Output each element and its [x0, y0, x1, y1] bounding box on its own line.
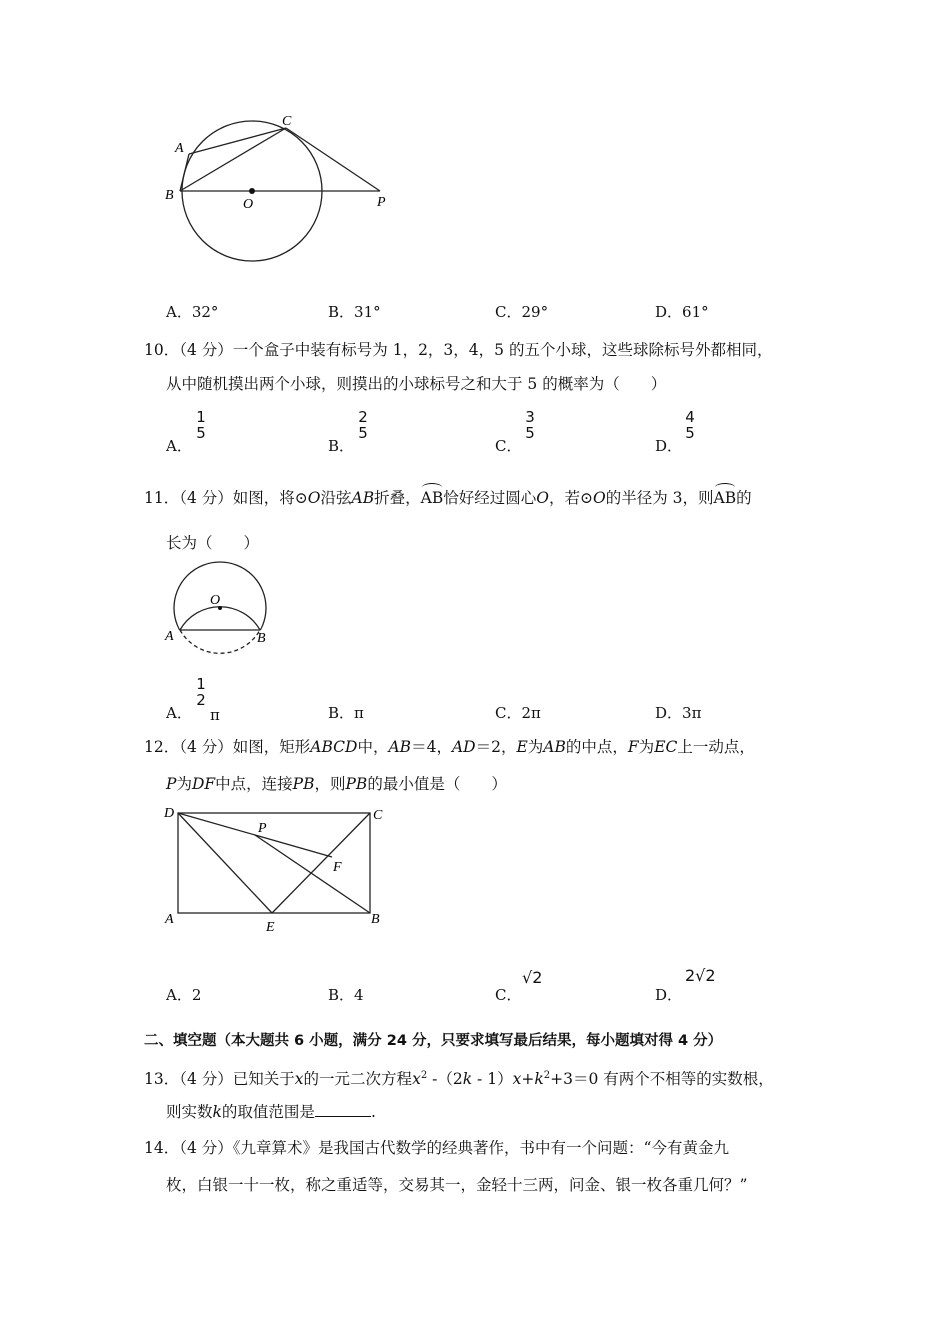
q12-option-c[interactable]: C． [495, 986, 522, 1004]
q9-label-b: B [165, 188, 174, 203]
q11-line1: 11．（4 分）如图，将⊙O沿弦AB折叠，AB恰好经过圆心O，若⊙O的半径为 3，则AB的 [144, 489, 752, 507]
q12-line-pb [255, 835, 370, 913]
q13-answer-blank[interactable] [315, 1102, 371, 1117]
q11-option-c[interactable]: C．2π [495, 704, 541, 722]
q11-line2: 长为（ ） [166, 534, 260, 552]
q10-line2: 从中随机摸出两个小球，则摸出的小球标号之和大于 5 的概率为（ ） [166, 375, 667, 393]
q9-label-a: A [175, 141, 184, 156]
q12-option-d[interactable]: D． [655, 986, 683, 1004]
q9-option-b[interactable]: B．31° [328, 303, 381, 321]
q9-center-dot [249, 188, 255, 194]
q9-line-bc [180, 128, 286, 191]
q11-label-o: O [210, 593, 221, 608]
q12-option-d-value: 2√2 [685, 966, 716, 985]
q10-option-c-fraction: 3 5 [525, 408, 535, 442]
q11-label-b: B [257, 631, 266, 646]
q11-folded-arc [180, 607, 260, 630]
q11-dashed-lower-arc [180, 630, 260, 653]
q13-line1: 13．（4 分）已知关于x的一元二次方程$x^2$ $-(2k - 1)x+k^2+3=0$ 有两个不相等的实数根， [144, 1070, 774, 1089]
q10-option-a-fraction: 1 5 [196, 408, 206, 442]
q11-arc-ab: AB [420, 489, 444, 507]
q10-line1: 10．（4 分）一个盒子中装有标号为 1，2，3，4，5 的五个小球，这些球除标号外都相同， [144, 341, 773, 359]
q12-figure [160, 800, 390, 940]
q11-option-d[interactable]: D．3π [655, 704, 702, 722]
q9-line-cp [286, 128, 380, 191]
q12-label-e: E [266, 920, 275, 935]
q10-option-d[interactable]: D． [655, 437, 683, 455]
q12-line2: P为DF中点，连接PB，则PB的最小值是（ ） [166, 775, 507, 793]
q12-label-c: C [373, 808, 383, 823]
q10-option-d-fraction: 4 5 [685, 408, 695, 442]
q11-option-a-fraction: 1 2 [196, 675, 206, 709]
q9-option-a[interactable]: A．32° [166, 303, 219, 321]
q12-line1: 12．（4 分）如图，矩形ABCD中，AB＝4，AD＝2，E为AB的中点，F为EC上一动点， [144, 738, 755, 756]
q9-figure [160, 108, 400, 280]
q11-arc-ab-2: AB [713, 489, 737, 507]
q10-option-a[interactable]: A． [166, 437, 192, 455]
q9-option-c[interactable]: C．29° [495, 303, 549, 321]
q12-label-p: P [258, 821, 267, 836]
q11-label-a: A [165, 629, 174, 644]
q10-option-c[interactable]: C． [495, 437, 522, 455]
q11-option-b[interactable]: B．π [328, 704, 364, 722]
q11-dashed-arc [180, 630, 260, 653]
q14-line2: 枚，白银一十一枚，称之重适等，交易其一，金轻十三两，问金、银一枚各重几何？” [166, 1176, 748, 1194]
q12-line-ec [272, 813, 370, 913]
q9-option-d[interactable]: D．61° [655, 303, 709, 321]
q9-label-p: P [377, 195, 386, 210]
q12-option-a[interactable]: A．2 [166, 986, 202, 1004]
q12-label-f: F [333, 860, 342, 875]
section2-title: 二、填空题（本大题共 6 小题，满分 24 分，只要求填写最后结果，每小题填对得 4 分） [144, 1033, 723, 1049]
q12-option-c-value: √2 [522, 968, 543, 987]
q11-option-a[interactable]: A． [166, 704, 192, 722]
q10-option-b-fraction: 2 5 [358, 408, 368, 442]
q9-line-ab [180, 154, 189, 191]
q12-option-b[interactable]: B．4 [328, 986, 364, 1004]
q9-label-c: C [282, 114, 292, 129]
q12-label-d: D [164, 806, 175, 821]
q12-label-b: B [371, 912, 380, 927]
q13-line2: 则实数k的取值范围是 . [166, 1103, 376, 1121]
q10-option-b[interactable]: B． [328, 437, 355, 455]
q12-label-a: A [165, 912, 174, 927]
q11-option-a-pi: π [210, 706, 220, 724]
q9-label-o: O [243, 197, 254, 212]
q14-line1: 14．（4 分）《九章算术》是我国古代数学的经典著作，书中有一个问题：“今有黄金九 [144, 1139, 729, 1157]
q11-figure [160, 560, 280, 660]
